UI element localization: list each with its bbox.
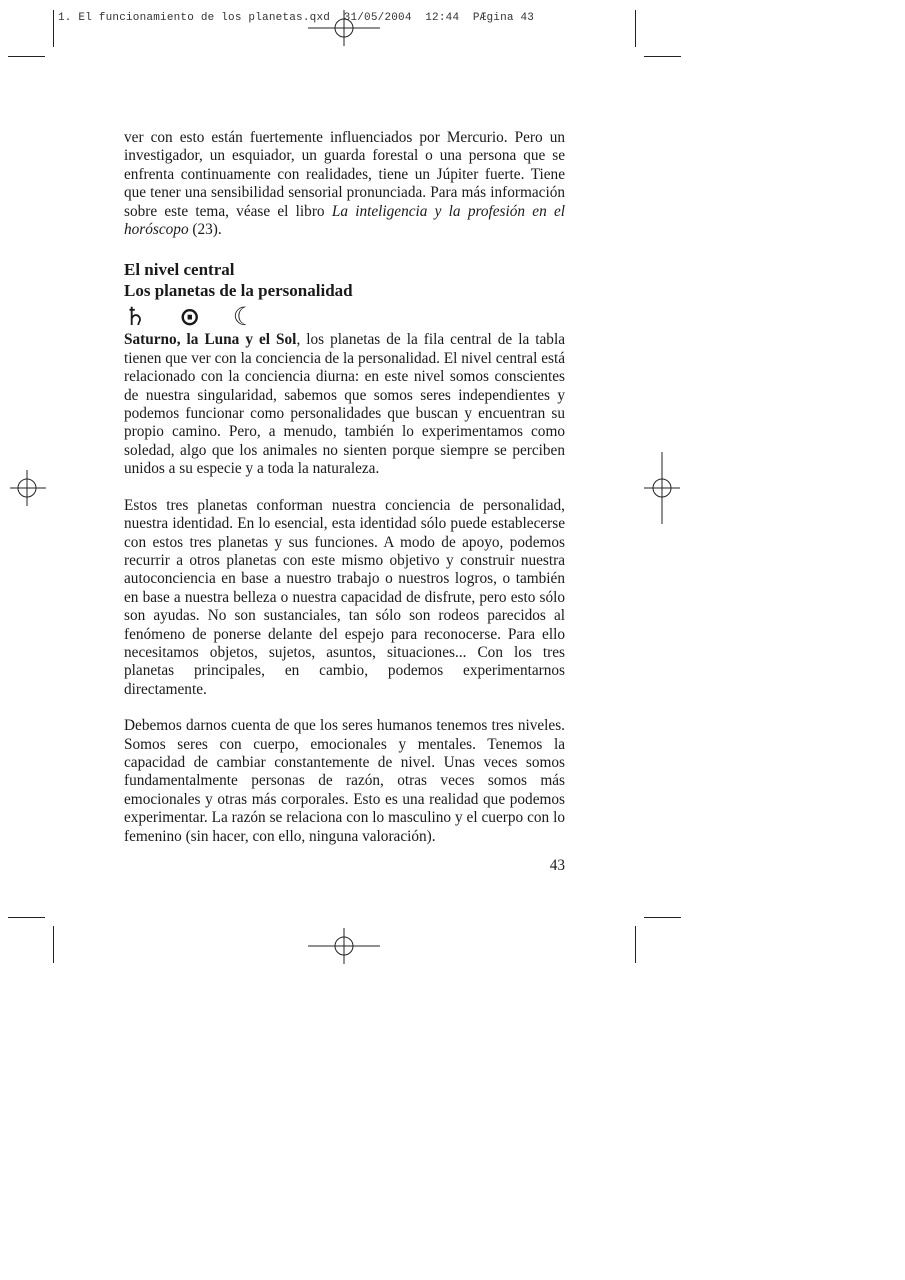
paragraph-personality — [124, 331, 565, 478]
paragraph-identity: Estos tres planetas conforman nuestra conciencia de personalidad, nuestra identidad. En lo esencial, esta identidad sólo puede establecerse con estos tres planetas y sus funciones. A modo de apoyo, podemos recurrir a otros planetas con este mismo objetivo y construir nuestra autoconciencia en base a nuestro trabajo o nuestros logros, o también en base a nuestra belleza o nuestra capacidad de disfrute, pero esto sólo son ayudas. No son sustanciales, tan sólo son rodeos parecidos al fenómeno de ponerse delante del espejo para reconocerse. Para ello necesitamos objetos, sujetos, asuntos, situaciones... Con los tres planetas principales, en cambio, podemos experimentarnos directamente. — [124, 496, 565, 698]
registration-mark-right-icon — [642, 450, 682, 526]
planets-names: Saturno, la Luna y el Sol — [124, 331, 297, 349]
page-body — [124, 129, 565, 846]
crop-mark-top-left-vertical — [53, 10, 54, 47]
crop-mark-bottom-left-vertical — [53, 926, 54, 963]
paragraph-intro — [124, 129, 565, 239]
paragraph-intro-text: ver con esto están fuertemente influenciados por Mercurio. Pero un investigador, un esquiador, un guarda forestal o una persona que se enfrenta continuamente con realidades, tiene un Júpiter fuerte. Tiene que tener una sensibilidad sensorial pronunciada. Para más información sobre este tema, véase el libro — [124, 129, 565, 220]
paragraph-personality-text: , los planetas de la fila central de la tabla tienen que ver con la conciencia de la personalidad. El nivel central está relacionado con la conciencia diurna: en este nivel somos conscientes de nuestra singularidad, sabemos que somos seres independientes y podemos funcionar como personalidades que buscan y encuentran su propio camino. Pero, a menudo, también lo experimentamos como soledad, algo que los animales no sienten porque siempre se perciben unidos a su especie y a toda la naturaleza. — [124, 331, 565, 478]
page-number: 43 — [549, 857, 565, 874]
crop-mark-top-right-vertical — [635, 10, 636, 47]
paragraph-intro-end: (23). — [188, 221, 222, 239]
planet-symbols-icon: ♄ ⊙ ☾ — [124, 302, 268, 332]
section-subheading: Los planetas de la personalidad — [124, 281, 353, 301]
crop-mark-bottom-right-horizontal — [644, 917, 681, 918]
file-slug: 1. El funcionamiento de los planetas.qxd 31/05/2004 12:44 PÆgina 43 — [58, 12, 535, 24]
crop-mark-bottom-left-horizontal — [8, 917, 45, 918]
registration-mark-left-icon — [8, 468, 48, 508]
crop-mark-bottom-right-vertical — [635, 926, 636, 963]
section-heading: El nivel central — [124, 260, 235, 280]
registration-mark-bottom-icon — [306, 926, 382, 966]
paragraph-levels: Debemos darnos cuenta de que los seres humanos tenemos tres niveles. Somos seres con cuerpo, emocionales y mentales. Tenemos la capacidad de cambiar constantemente de nivel. Unas veces somos fundamentalmente personas de razón, otras veces somos más emocionales y otras más corporales. Esto es una realidad que podemos experimentar. La razón se relaciona con lo masculino y el cuerpo con lo femenino (sin hacer, con ello, ninguna valoración). — [124, 717, 565, 845]
crop-mark-top-right-horizontal — [644, 56, 681, 57]
registration-mark-top-icon — [306, 8, 382, 48]
book-title: La inteligencia y la profesión en el horóscopo — [124, 202, 565, 239]
crop-mark-top-left-horizontal — [8, 56, 45, 57]
